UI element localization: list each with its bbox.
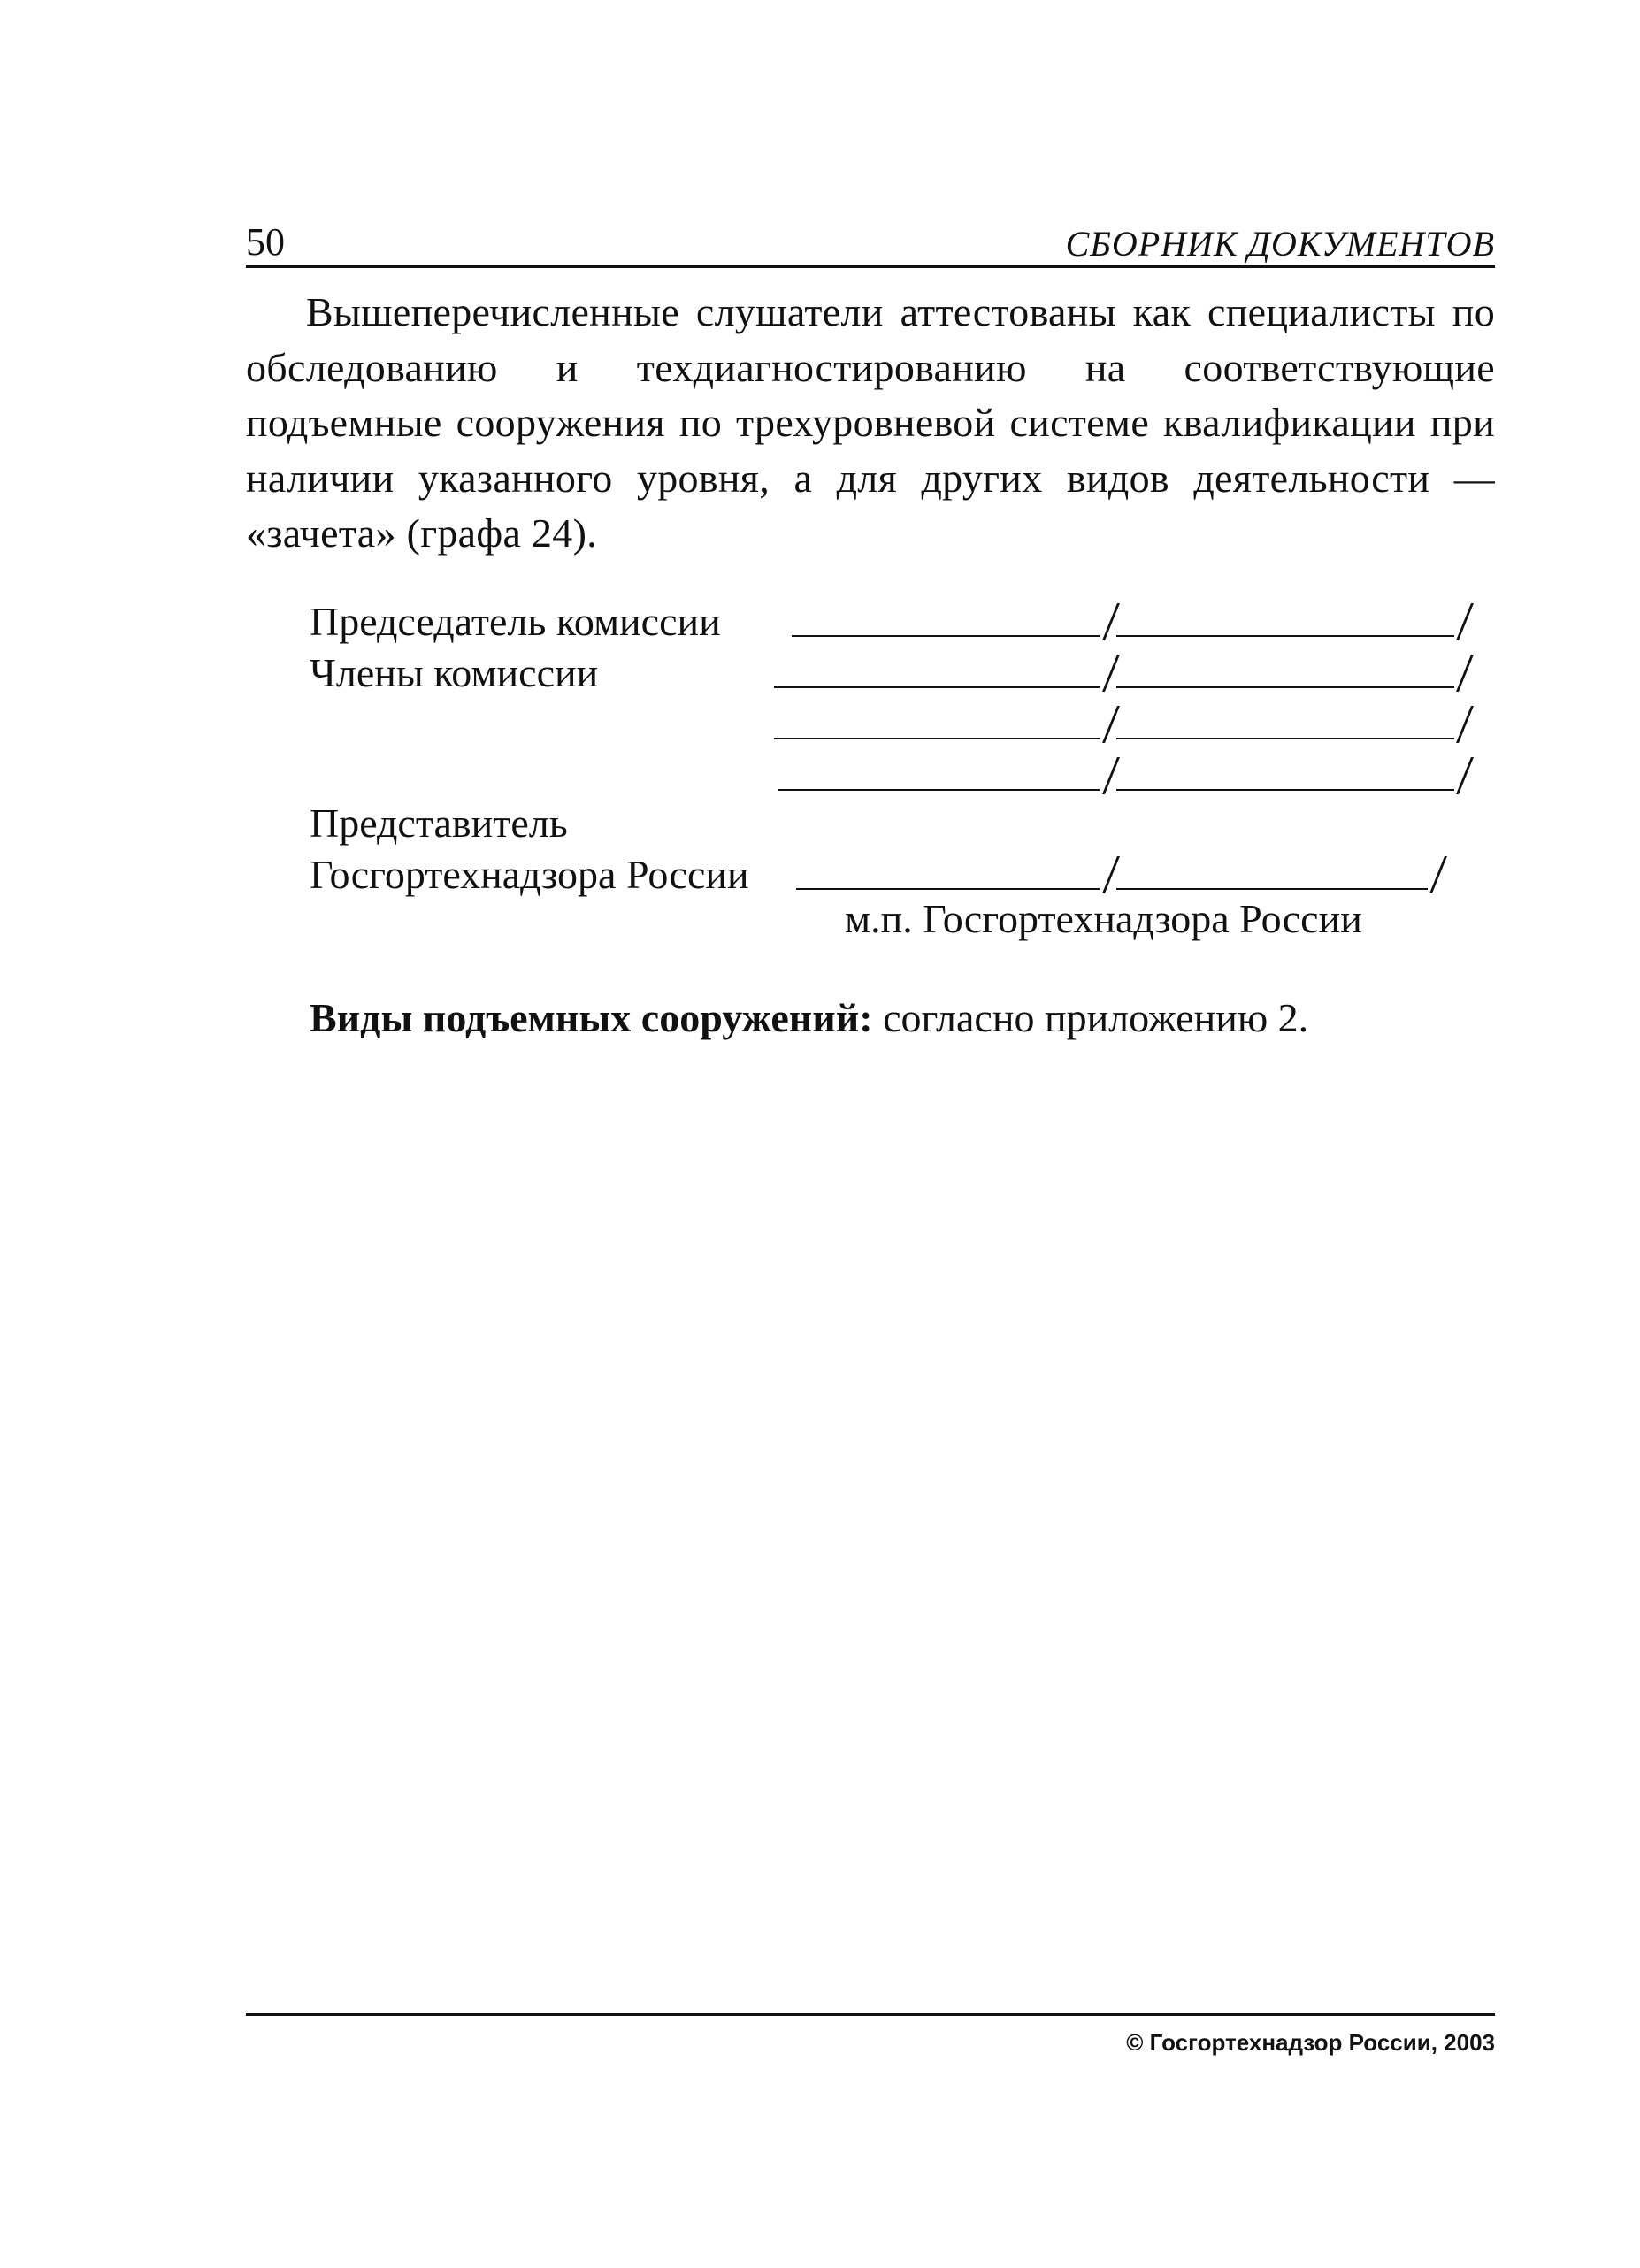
stamp-note: м.п. Госгортехнадзора России [845,896,1362,941]
representative-signature-line [796,888,1100,890]
running-title: СБОРНИК ДОКУМЕНТОВ [1065,224,1495,264]
members-label: Члены комиссии [310,650,599,695]
copyright-notice: © Госгортехнадзор России, 2003 [1126,2029,1495,2056]
lifts-types-note [310,995,1309,1040]
page-header [246,216,1495,268]
representative-label-line1: Представитель [310,801,568,846]
member-3-signature-line [778,789,1100,791]
member-1-slash-end [1456,655,1474,692]
member-2-slash-end [1456,706,1474,743]
member-2-signature-line [774,738,1100,739]
footer-rule [246,2013,1495,2016]
chairman-slash-end [1456,603,1474,640]
representative-label-line2: Госгортехнадзора России [310,852,749,897]
chairman-name-line [1116,635,1454,637]
lifts-types-label: Виды подъемных сооружений: [310,995,873,1040]
representative-slash-end [1429,856,1447,893]
member-3-slash-end [1456,757,1474,794]
member-1-signature-line [774,686,1100,688]
member-3-name-line [1116,789,1454,791]
page-number: 50 [246,220,285,264]
member-1-name-line [1116,686,1454,688]
member-2-name-line [1116,738,1454,739]
chairman-signature-line [792,635,1100,637]
lifts-types-text: согласно приложению 2. [872,995,1309,1040]
representative-name-line [1116,888,1428,890]
body-paragraph: Вышеперечисленные слушатели аттестованы как специалисты по обследованию и техдиагностированию на соответствующие подъемные сооружения по трехуровневой системе квалификации при наличии указанного уровня, а для других видов деятельности — «зачета» (графа 24). [246,289,1495,556]
chairman-label: Председатель комиссии [310,599,721,644]
